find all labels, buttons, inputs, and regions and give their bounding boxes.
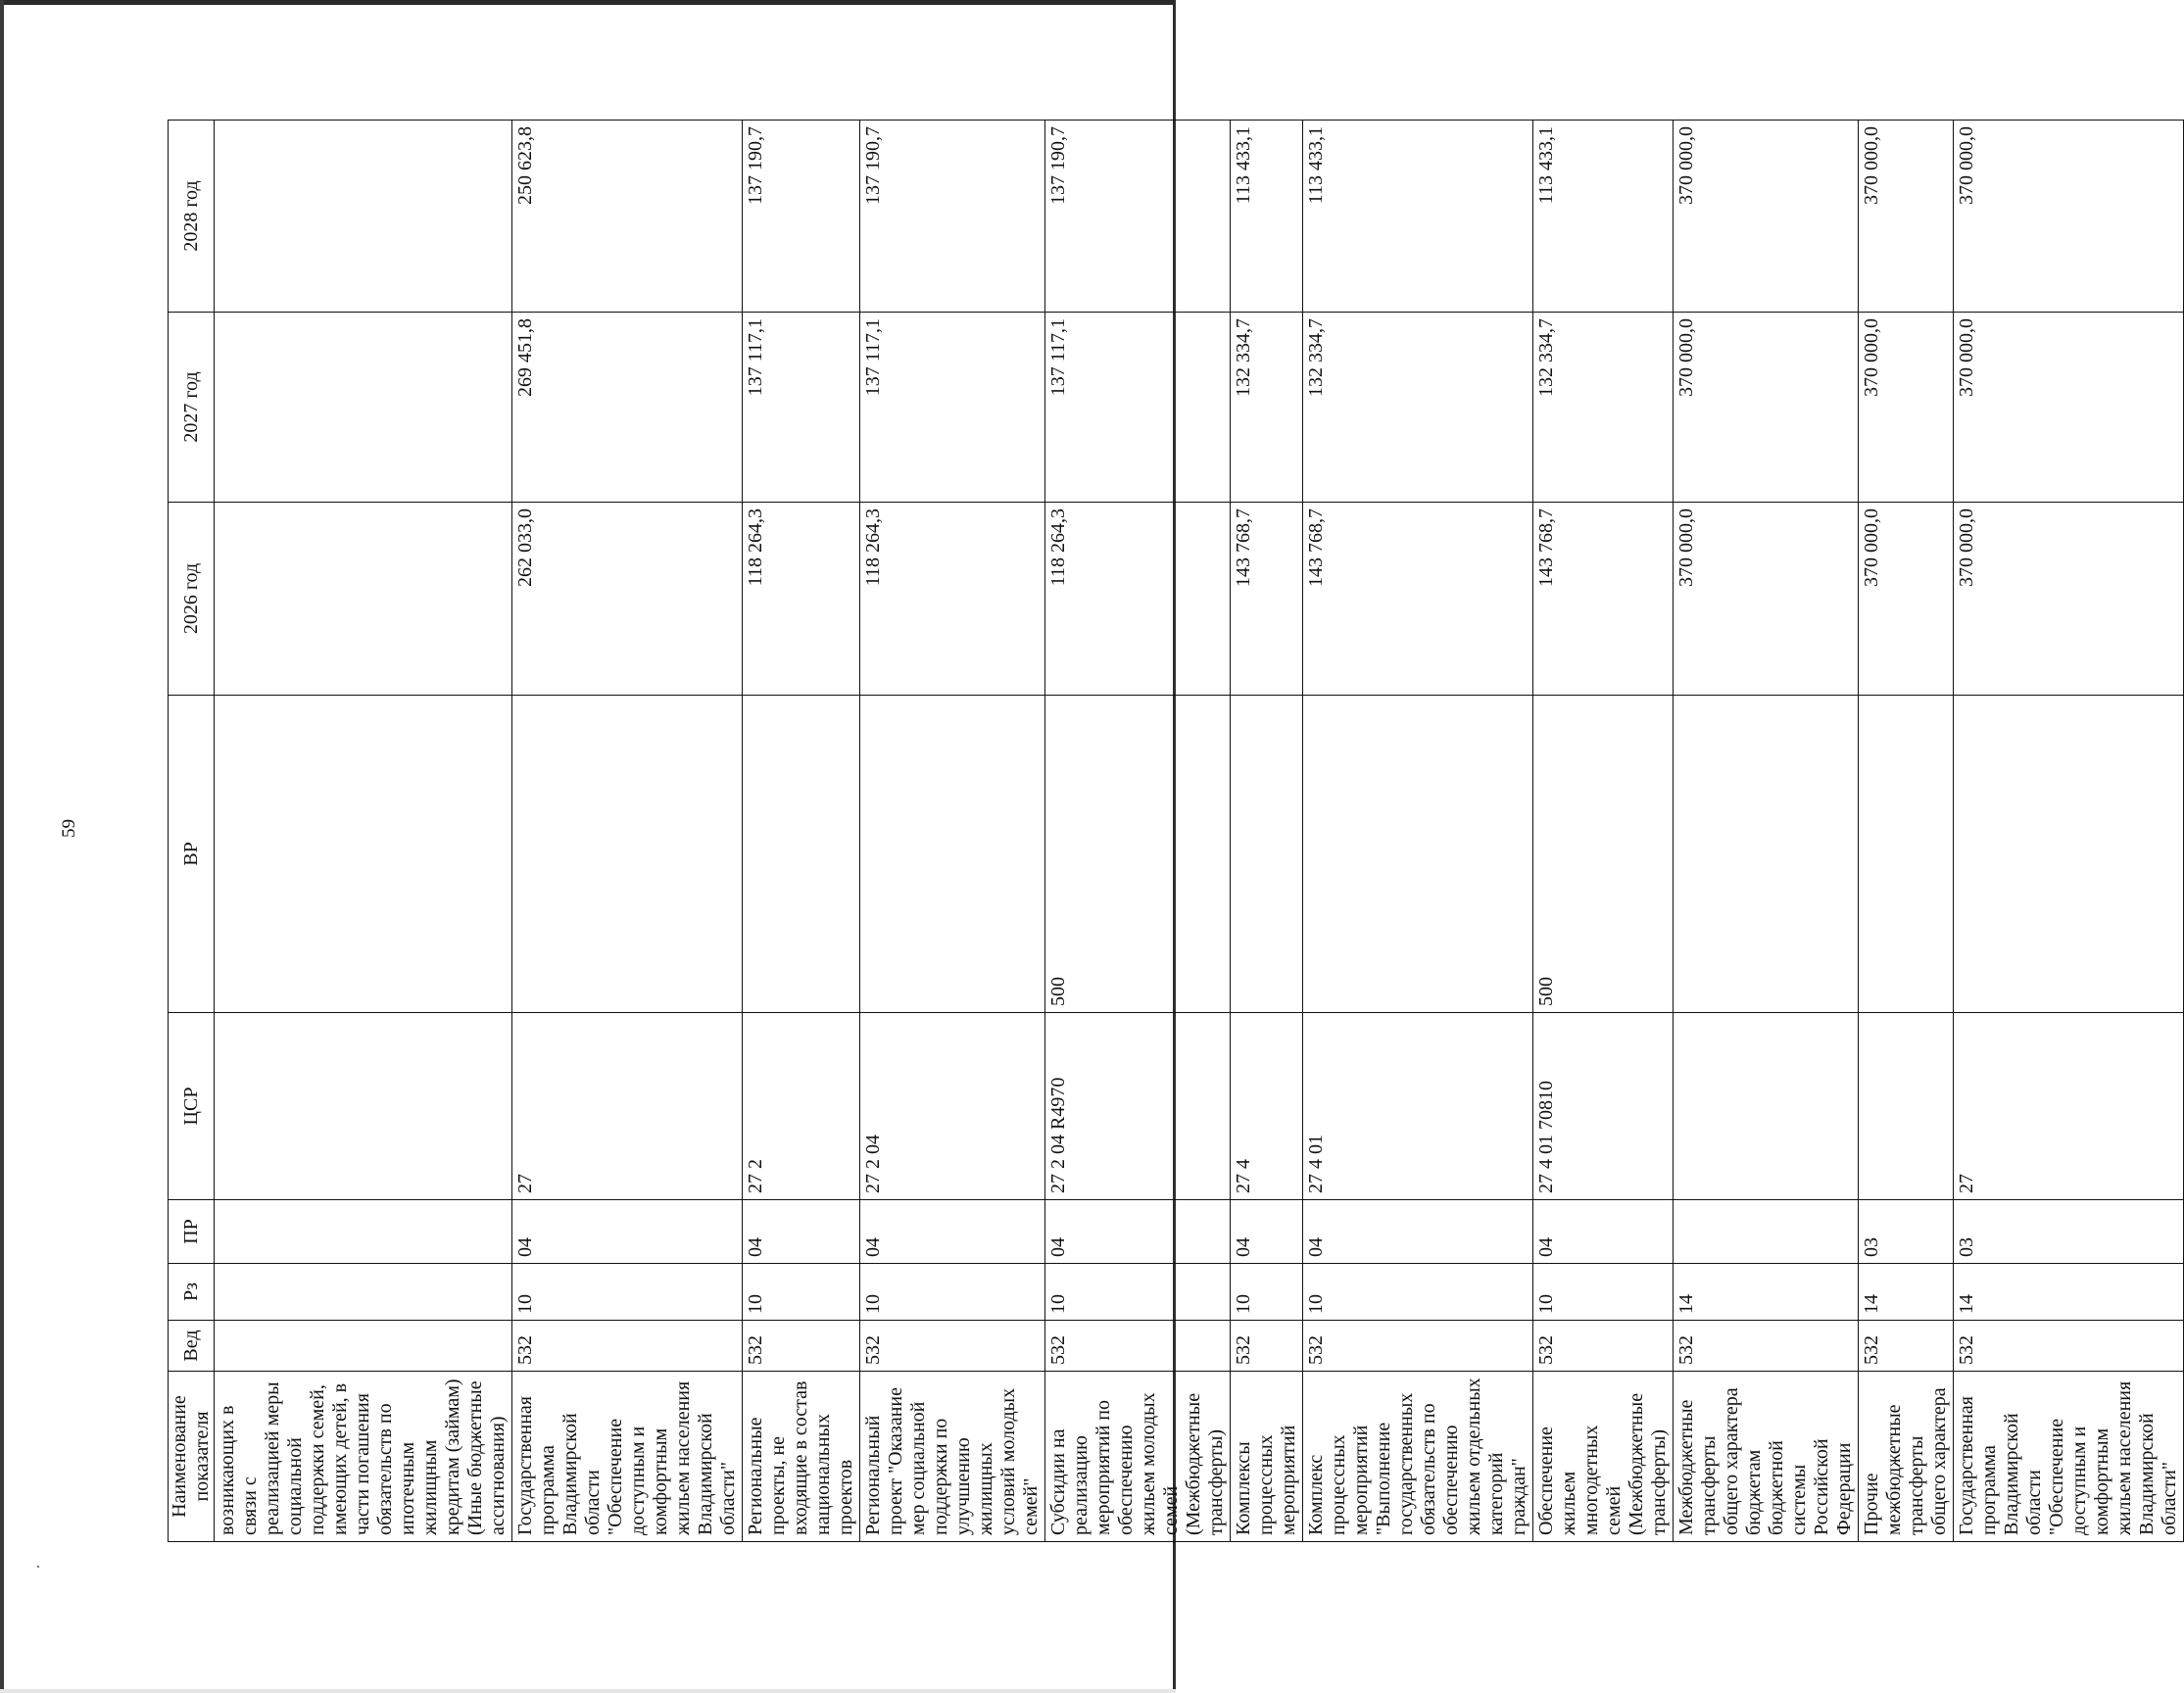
cell-pr: 04 <box>860 1200 1045 1264</box>
cell-vr: 500 <box>1045 696 1231 1013</box>
cell-rz: 10 <box>1533 1264 1674 1321</box>
cell-vr <box>1859 696 1954 1013</box>
cell-vr <box>1231 696 1303 1013</box>
cell-rz: 10 <box>1303 1264 1533 1321</box>
cell-vr: 500 <box>1533 696 1674 1013</box>
cell-rz <box>215 1264 512 1321</box>
cell-vr <box>1954 696 2184 1013</box>
table-row <box>1045 121 1231 1542</box>
cell-name: Обеспечение жильем многодетных семей (Межбюджетные трансферты) <box>1533 1372 1674 1542</box>
cell-pr <box>1674 1200 1859 1264</box>
cell-2026: 370 000,0 <box>1674 503 1859 696</box>
rotated-page-content <box>59 121 2180 1542</box>
cell-2026: 370 000,0 <box>1954 503 2184 696</box>
cell-vr <box>215 696 512 1013</box>
cell-2027: 370 000,0 <box>1954 313 2184 503</box>
cell-pr: 04 <box>743 1200 860 1264</box>
cell-pr: 03 <box>1859 1200 1954 1264</box>
cell-pr: 04 <box>1303 1200 1533 1264</box>
cell-ved: 532 <box>1674 1321 1859 1372</box>
table-row <box>860 121 1045 1542</box>
cell-name: Комплекс процессных мероприятий "Выполнение государственных обязательств по обеспечению жильем отдельных категорий граждан" <box>1303 1372 1533 1542</box>
cell-ved: 532 <box>1303 1321 1533 1372</box>
cell-vr <box>743 696 860 1013</box>
header-2026: 2026 год <box>169 503 215 696</box>
cell-2027: 132 334,7 <box>1231 313 1303 503</box>
cell-ved: 532 <box>860 1321 1045 1372</box>
cell-rz: 10 <box>1045 1264 1231 1321</box>
scan-edge-top <box>0 0 1176 5</box>
cell-ved: 532 <box>1045 1321 1231 1372</box>
table-row <box>215 121 512 1542</box>
cell-vr <box>860 696 1045 1013</box>
cell-csr: 27 <box>1954 1013 2184 1200</box>
cell-pr: 04 <box>512 1200 743 1264</box>
cell-2027: 132 334,7 <box>1303 313 1533 503</box>
cell-csr: 27 2 04 R4970 <box>1045 1013 1231 1200</box>
cell-ved: 532 <box>1231 1321 1303 1372</box>
table-row <box>1231 121 1303 1542</box>
cell-2026 <box>215 503 512 696</box>
cell-2026: 370 000,0 <box>1859 503 1954 696</box>
header-csr: ЦСР <box>169 1013 215 1200</box>
cell-2026: 118 264,3 <box>1045 503 1231 696</box>
cell-ved: 532 <box>1954 1321 2184 1372</box>
header-rz: Рз <box>169 1264 215 1321</box>
table-row <box>1954 121 2184 1542</box>
page-number: 59 <box>59 819 79 838</box>
cell-2028: 137 190,7 <box>1045 121 1231 313</box>
cell-pr: 03 <box>1954 1200 2184 1264</box>
cell-rz: 14 <box>1859 1264 1954 1321</box>
header-vr: ВР <box>169 696 215 1013</box>
cell-2028: 370 000,0 <box>1674 121 1859 313</box>
cell-2026: 143 768,7 <box>1533 503 1674 696</box>
cell-rz: 14 <box>1954 1264 2184 1321</box>
cell-csr <box>1674 1013 1859 1200</box>
table-header-row <box>169 121 215 1542</box>
cell-name: Региональный проект "Оказание мер социальной поддержки по улучшению жилищных условий молодых семей" <box>860 1372 1045 1542</box>
cell-2027: 269 451,8 <box>512 313 743 503</box>
cell-name: Прочие межбюджетные трансферты общего характера <box>1859 1372 1954 1542</box>
cell-ved: 532 <box>512 1321 743 1372</box>
table-row <box>743 121 860 1542</box>
cell-2026: 143 768,7 <box>1303 503 1533 696</box>
cell-name: Комплексы процессных мероприятий <box>1231 1372 1303 1542</box>
cell-2027: 370 000,0 <box>1859 313 1954 503</box>
cell-name: Межбюджетные трансферты общего характера бюджетам бюджетной системы Российской Федерации <box>1674 1372 1859 1542</box>
cell-csr: 27 4 <box>1231 1013 1303 1200</box>
header-2028: 2028 год <box>169 121 215 313</box>
cell-2027: 137 117,1 <box>743 313 860 503</box>
cell-2027 <box>215 313 512 503</box>
cell-name: Региональные проекты, не входящие в состав национальных проектов <box>743 1372 860 1542</box>
cell-csr <box>1859 1013 1954 1200</box>
cell-name: Субсидии на реализацию мероприятий по обеспечению жильем молодых семей (Межбюджетные трансферты) <box>1045 1372 1231 1542</box>
table-row <box>1859 121 1954 1542</box>
cell-pr: 04 <box>1045 1200 1231 1264</box>
cell-ved: 532 <box>1533 1321 1674 1372</box>
scan-edge-left <box>0 0 4 1693</box>
table-row <box>1303 121 1533 1542</box>
header-ved: Вед <box>169 1321 215 1372</box>
cell-vr <box>1303 696 1533 1013</box>
cell-2027: 370 000,0 <box>1674 313 1859 503</box>
cell-2028: 250 623,8 <box>512 121 743 313</box>
cell-2028: 113 433,1 <box>1231 121 1303 313</box>
cell-name: Государственная программа Владимирской области "Обеспечение доступным и комфортным жильем населения Владимирской области" <box>512 1372 743 1542</box>
cell-2027: 132 334,7 <box>1533 313 1674 503</box>
cell-csr: 27 2 04 <box>860 1013 1045 1200</box>
header-2027: 2027 год <box>169 313 215 503</box>
cell-2026: 118 264,3 <box>743 503 860 696</box>
cell-2026: 118 264,3 <box>860 503 1045 696</box>
table-row <box>512 121 743 1542</box>
cell-csr: 27 2 <box>743 1013 860 1200</box>
cell-2028 <box>215 121 512 313</box>
cell-2027: 137 117,1 <box>1045 313 1231 503</box>
cell-csr: 27 4 01 <box>1303 1013 1533 1200</box>
table-row <box>1533 121 1674 1542</box>
cell-csr: 27 4 01 70810 <box>1533 1013 1674 1200</box>
cell-vr <box>1674 696 1859 1013</box>
cell-ved: 532 <box>743 1321 860 1372</box>
cell-vr <box>512 696 743 1013</box>
cell-rz: 10 <box>512 1264 743 1321</box>
cell-2027: 137 117,1 <box>860 313 1045 503</box>
scan-speck <box>37 1566 39 1568</box>
cell-csr: 27 <box>512 1013 743 1200</box>
cell-2028: 137 190,7 <box>860 121 1045 313</box>
cell-rz: 14 <box>1674 1264 1859 1321</box>
cell-2028: 370 000,0 <box>1954 121 2184 313</box>
cell-csr <box>215 1013 512 1200</box>
cell-2028: 137 190,7 <box>743 121 860 313</box>
scan-edge-bottom <box>0 1689 1176 1693</box>
table-row <box>1674 121 1859 1542</box>
cell-pr: 04 <box>1231 1200 1303 1264</box>
header-pr: ПР <box>169 1200 215 1264</box>
cell-rz: 10 <box>743 1264 860 1321</box>
cell-name: возникающих в связи с реализацией меры социальной поддержки семей, имеющих детей, в части погашения обязательств по ипотечным жилищным кредитам (займам) (Иные бюджетные ассигнования) <box>215 1372 512 1542</box>
cell-2028: 113 433,1 <box>1303 121 1533 313</box>
cell-2026: 143 768,7 <box>1231 503 1303 696</box>
cell-ved: 532 <box>1859 1321 1954 1372</box>
cell-2026: 262 033,0 <box>512 503 743 696</box>
cell-ved <box>215 1321 512 1372</box>
budget-table <box>168 120 2184 1542</box>
cell-rz: 10 <box>860 1264 1045 1321</box>
cell-pr <box>215 1200 512 1264</box>
cell-2028: 113 433,1 <box>1533 121 1674 313</box>
cell-name: Государственная программа Владимирской области "Обеспечение доступным и комфортным жильем населения Владимирской области" <box>1954 1372 2184 1542</box>
cell-rz: 10 <box>1231 1264 1303 1321</box>
cell-2028: 370 000,0 <box>1859 121 1954 313</box>
cell-pr: 04 <box>1533 1200 1674 1264</box>
header-name: Наименование показателя <box>169 1372 215 1542</box>
